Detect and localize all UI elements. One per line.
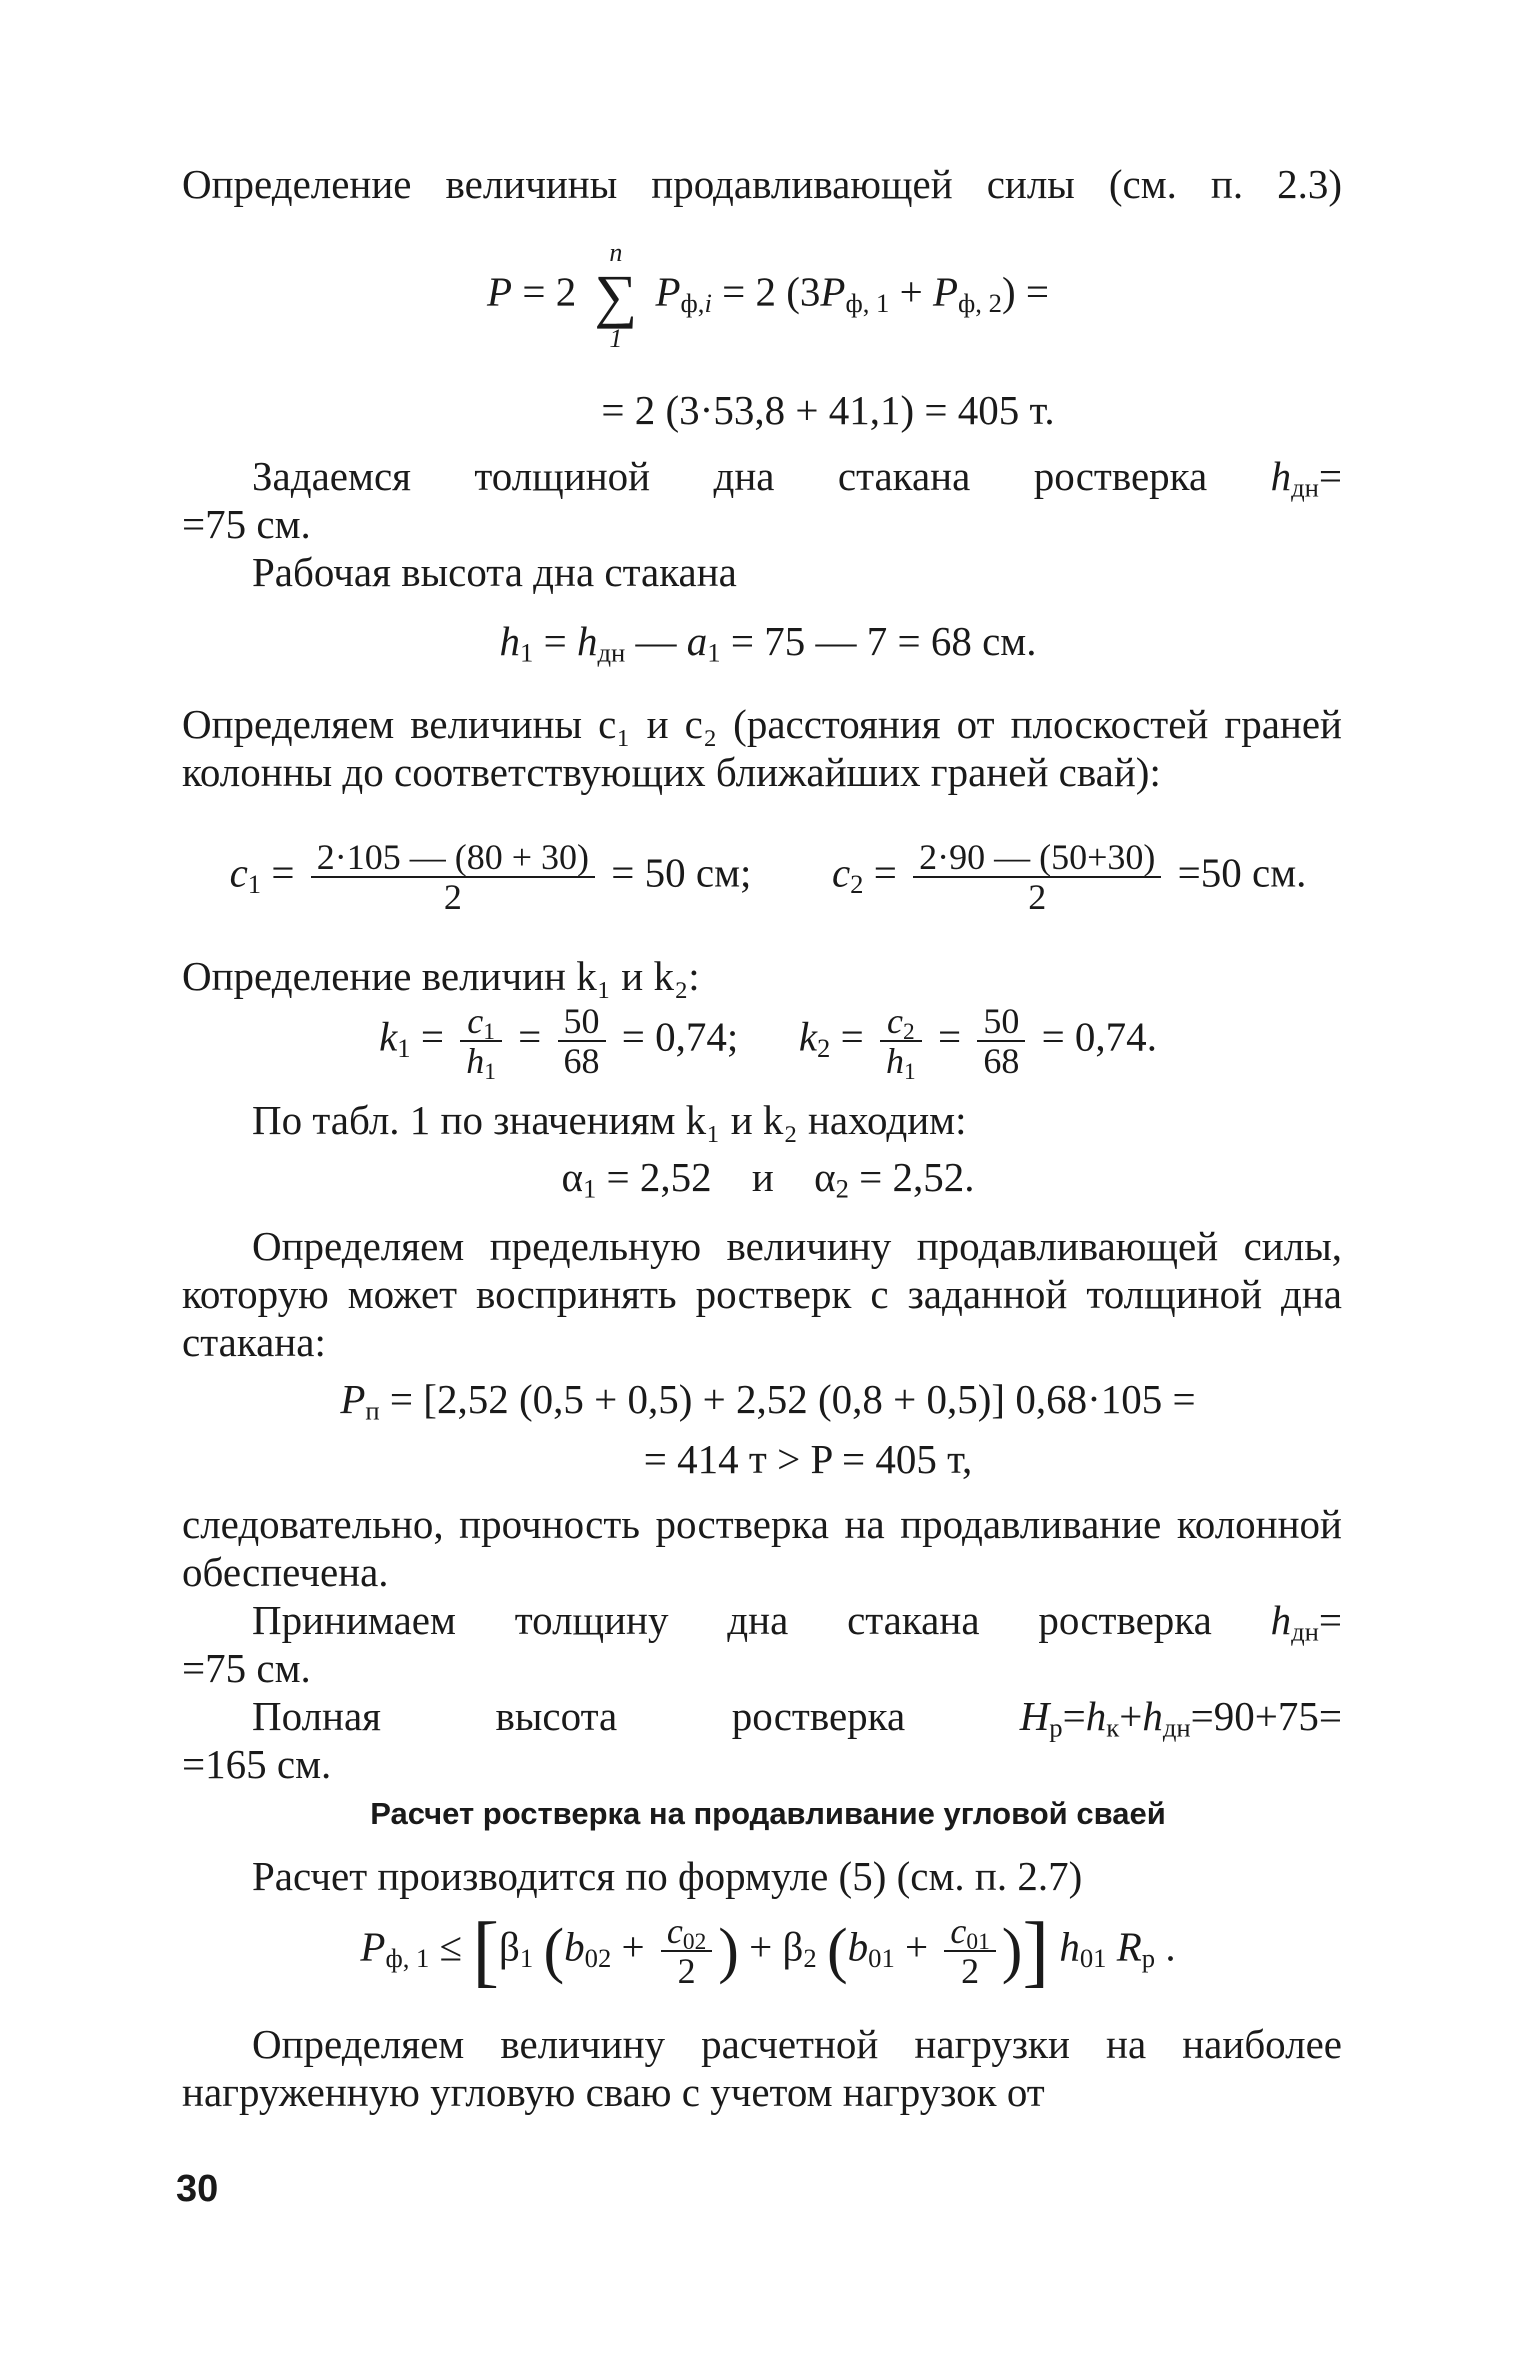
text-cup-bottom-value: =75 см.	[182, 501, 311, 547]
text-c-distances: Определяем величины c₁ и c₂ (расстояния от плоскостей граней колонны до соответствующих ближайших граней свай):	[182, 701, 1342, 795]
text-cup-bottom-thickness: Задаемся толщиной дна стакана ростверка $h_{дн}=$	[252, 453, 1343, 503]
formula-c-values: $c_1$ = $\frac{2\cdot 105 — (80 + 30)}{2}$ = 50 см; $c_2$ = $\frac{2\cdot 90 — (50+30)}{2}$ =50 см.	[229, 837, 1307, 917]
text-cup-bottom-label: Задаемся толщиной дна стакана ростверка	[252, 453, 1208, 499]
text-full-height: Полная высота ростверка $H_р=h_к+h_{дн}=90+75=$	[252, 1693, 1343, 1743]
text-table-lookup: По табл. 1 по значениям k₁ и k₂ находим:	[252, 1097, 967, 1143]
formula-corner-pile: $P_{ф, 1} \le [\beta_1$ ($b_{02}$ + $\frac{c_{02}}{2}$ ) + $\beta_2$ ($b_{01}$ + $\frac{c_{01}}{2}$ )] $h_{01}$ $R_р$ .	[360, 1907, 1176, 1995]
section-heading: Расчет ростверка на продавливание угловой сваей	[370, 1796, 1166, 1831]
formula-punching-force-value: = 2 (3·53,8 + 41,1) = 405 т.	[601, 387, 1055, 433]
text-accept-thickness-value: =75 см.	[182, 1645, 311, 1691]
sum-symbol: n ∑ 1	[594, 238, 638, 353]
text-full-height-label: Полная высота ростверка	[252, 1693, 906, 1739]
formula-punching-force: P = 2 n ∑ 1 $P_{ф,i} = 2$ $(3P_{ф, 1} + P_{ф, 2})$ =	[487, 238, 1049, 353]
fraction-k2-symbolic: $\frac{c_2}{h_1}$	[880, 1002, 922, 1080]
text-accept-thickness: Принимаем толщину дна стакана ростверка $h_{дн}=$	[252, 1597, 1342, 1647]
text-ultimate-force: Определяем предельную величину продавливающей силы, которую может воспринять ростверк с заданной толщиной дна стакана:	[182, 1223, 1342, 1365]
formula-working-height: $h_1 = h_{дн}$ — $a_1 = 75$ — 7 = 68 см.	[499, 618, 1037, 668]
text-corner-pile-load: Определяем величину расчетной нагрузки на наиболее нагруженную угловую сваю с учетом нагрузок от	[182, 2021, 1342, 2115]
text-working-height: Рабочая высота дна стакана	[252, 549, 737, 595]
text-punching-force-intro: Определение величины продавливающей силы (см. п. 2.3)	[182, 161, 1342, 207]
fraction-c1: $\frac{2\cdot 105 — (80 + 30)}{2}$	[311, 838, 595, 916]
fraction-k1-numeric: $\frac{50}{68}$	[558, 1002, 606, 1080]
fraction-c2: $\frac{2\cdot 90 — (50+30)}{2}$	[913, 838, 1161, 916]
fraction-c01: $\frac{c_{01}}{2}$	[944, 1912, 995, 1990]
text-accept-thickness-label: Принимаем толщину дна стакана ростверка	[252, 1597, 1212, 1643]
formula-k-values: $k_1$ = $\frac{c_1}{h_1}$ = $\frac{50}{68}$ = 0,74; $k_2$ = $\frac{c_2}{h_1}$ = $\frac{50}{68}$ = 0,74.	[379, 1001, 1157, 1085]
text-k-values: Определение величин k₁ и k₂:	[182, 953, 700, 999]
formula-alpha-values: $\alpha_1 = 2,52$ и $\alpha_2 = 2,52$.	[561, 1154, 975, 1204]
page-number: 30	[176, 2168, 219, 2210]
fraction-k1-symbolic: $\frac{c_1}{h_1}$	[460, 1002, 502, 1080]
fraction-k2-numeric: $\frac{50}{68}$	[977, 1002, 1025, 1080]
text-formula-reference: Расчет производится по формуле (5) (см. п. 2.7)	[252, 1853, 1083, 1899]
text-strength-conclusion: следовательно, прочность ростверка на продавливание колонной обеспечена.	[182, 1501, 1342, 1595]
fraction-c02: $\frac{c_{02}}{2}$	[661, 1912, 712, 1990]
formula-working-height-value: 75 — 7 = 68 см.	[764, 618, 1037, 664]
formula-ultimate-force-result: = 414 т > P = 405 т,	[643, 1436, 973, 1482]
formula-ultimate-force: $P_п = [2,52$ (0,5 + 0,5) + 2,52 (0,8 + 0,5)] 0,68·105 =	[340, 1376, 1196, 1426]
text-full-height-value: =165 см.	[182, 1741, 332, 1787]
